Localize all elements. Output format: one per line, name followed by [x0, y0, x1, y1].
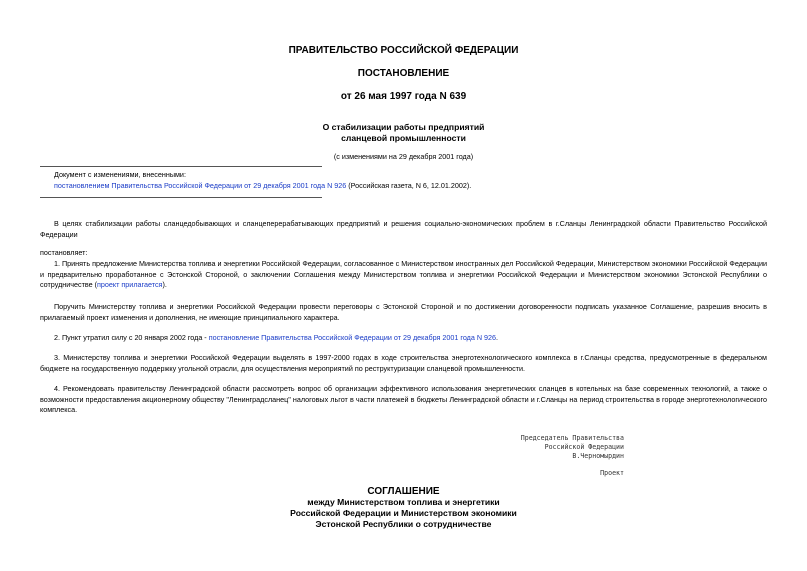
draft-label: Проект	[600, 469, 624, 477]
paragraph-preamble: В целях стабилизации работы сланцедобывающих и сланцеперерабатывающих предприятий и решения социально-экономических проблем в г.Сланцы Ленинградской области Правительство Российской Федерации	[40, 219, 767, 239]
document-date: от 26 мая 1997 года N 639	[340, 91, 467, 102]
divider-bottom	[40, 197, 322, 198]
paragraph-1-text: 1. Принять предложение Министерства топлива и энергетики Российской Федерации, согласованное с Министерством иностранных дел Российской Федерации, Министерством экономики Российской Федерации и предварительно проработанное с Эстонской Стороной, о заключении Соглашения между Министерством топлива и энергетики Российской Федерации и Министерством экономики Эстонской Республики о сотрудничестве (	[40, 259, 767, 289]
amendment-link[interactable]: постановлением Правительства Российской Федерации от 29 декабря 2001 года N 926	[54, 180, 347, 190]
resolution-926-link[interactable]: постановление Правительства Российской Федерации от 29 декабря 2001 года N 926	[208, 333, 497, 342]
paragraph-1	[40, 259, 767, 291]
amendment-note	[54, 170, 754, 191]
changes-note: (с изменениями на 29 декабря 2001 года)	[333, 152, 474, 161]
signature-block	[430, 434, 624, 460]
document-type: ПОСТАНОВЛЕНИЕ	[357, 68, 450, 79]
paragraph-3: 3. Министерству топлива и энергетики Российской Федерации выделять в 1997-2000 годах в ходе строительства энерготехнологического комплекса в г.Сланцы средства, предусмотренные в федеральном бюджете на государственную поддержку угольной отрасли, для осуществления мероприятий по реструктуризации сланцевой промышленности.	[40, 353, 767, 373]
title-line-2: сланцевой промышленности	[341, 133, 466, 143]
agreement-line-1: между Министерством топлива и энергетики	[307, 497, 500, 507]
document-title	[0, 122, 807, 144]
paragraph-2-text: 2. Пункт утратил силу с 20 января 2002 года -	[54, 333, 209, 342]
paragraph-2	[40, 333, 767, 344]
agreement-line-3: Эстонской Республики о сотрудничестве	[315, 519, 492, 529]
draft-attached-link[interactable]: проект прилагается	[97, 280, 163, 289]
amendment-source	[54, 181, 754, 192]
paragraph-4: 4. Рекомендовать правительству Ленинградской области рассмотреть вопрос об организации эффективного использования энергетических сланцев в котельных на базе современных технологий, а также о возможности предоставления акционерному обществу "Ленинградсланец" налоговых льгот в части платежей в бюджеты Ленинградской области и г.Сланцы на период строительства в городе энерготехнологического комплекса.	[40, 384, 767, 414]
amendment-intro: Документ с изменениями, внесенными:	[54, 170, 186, 179]
signature-position: Председатель Правительства	[520, 434, 624, 442]
title-line-1: О стабилизации работы предприятий	[322, 122, 485, 132]
divider-top	[40, 166, 322, 167]
paragraph-1-tail: ).	[162, 280, 167, 289]
signature-name: В.Черномырдин	[572, 451, 624, 460]
agreement-title: СОГЛАШЕНИЕ	[367, 486, 440, 497]
government-name: ПРАВИТЕЛЬСТВО РОССИЙСКОЙ ФЕДЕРАЦИИ	[288, 45, 519, 56]
amendment-tail: (Российская газета, N 6, 12.01.2002).	[346, 180, 472, 190]
signature-country: Российской Федерации	[544, 442, 624, 451]
agreement-line-2: Российской Федерации и Министерством экономики	[290, 508, 517, 518]
agreement-subtitle	[0, 497, 807, 530]
paragraph-1-cont: Поручить Министерству топлива и энергетики Российской Федерации провести переговоры с Эстонской Стороной и по достижении договоренности подписать указанное Соглашение, разрешив вносить в прилагаемый проект изменения и дополнения, не имеющие принципиального характера.	[40, 302, 767, 322]
paragraph-2-tail: .	[496, 333, 499, 342]
paragraph-resolves: постановляет:	[40, 248, 88, 257]
